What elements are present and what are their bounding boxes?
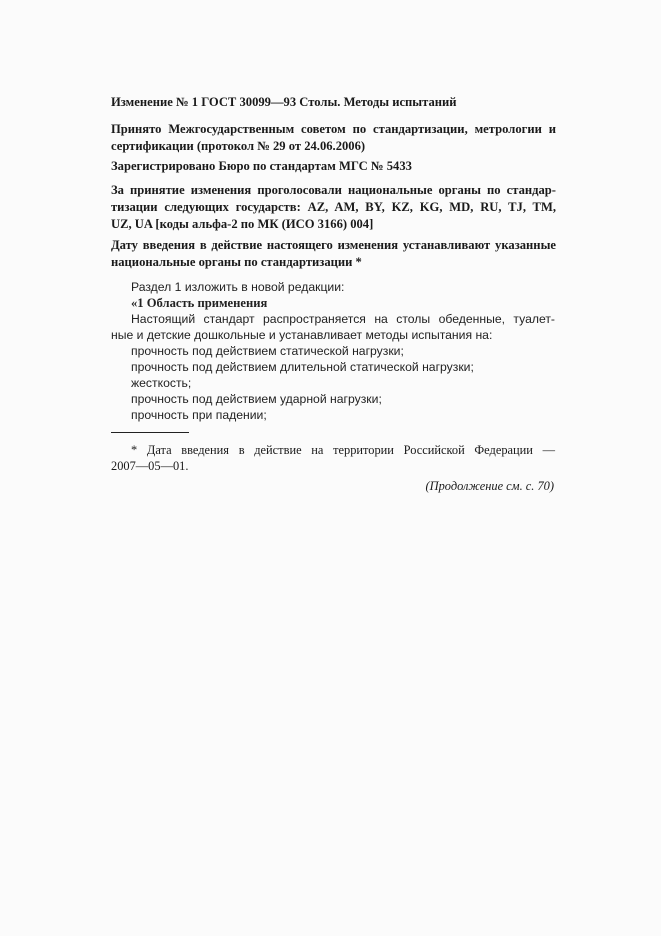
voted-line-3: UZ, UA [коды альфа-2 по МК (ИСО 3166) 004] xyxy=(111,217,374,231)
accepted-line-1: Принято Межгосударственным советом по стандартизации, метрологии и xyxy=(111,122,556,136)
body-line-section: Раздел 1 изложить в новой редакции: xyxy=(131,280,345,294)
footnote-line-1: * Дата введения в действие на территории Российской Федерации — xyxy=(131,443,555,457)
list-item-stiffness: жесткость; xyxy=(131,376,192,390)
change-title xyxy=(111,94,556,111)
accepted-paragraph xyxy=(111,121,556,155)
registered-text: Зарегистрировано Бюро по стандартам МГС № 5433 xyxy=(111,159,412,173)
footnote-separator xyxy=(111,432,189,433)
voted-line-2: тизации следующих государств: AZ, AM, BY, KZ, KG, MD, RU, TJ, TM, xyxy=(111,200,556,214)
list-item-long-static: прочность под действием длительной статической нагрузки; xyxy=(131,360,474,374)
accepted-line-2: сертификации (протокол № 29 от 24.06.2006) xyxy=(111,139,366,153)
voted-line-1: За принятие изменения проголосовали национальные органы по стандар- xyxy=(111,183,556,197)
list-item-impact: прочность под действием ударной нагрузки; xyxy=(131,392,382,406)
voted-paragraph xyxy=(111,182,556,233)
date-intro-line-2: национальные органы по стандартизации * xyxy=(111,255,362,269)
change-title-text: Изменение № 1 ГОСТ 30099—93 Столы. Методы испытаний xyxy=(111,95,457,109)
list-item-static: прочность под действием статической нагрузки; xyxy=(131,344,404,358)
registered-paragraph xyxy=(111,158,556,175)
body-line-scope-1: Настоящий стандарт распространяется на столы обеденные, туалет- xyxy=(131,312,555,326)
list-item-drop: прочность при падении; xyxy=(131,408,267,422)
body-line-scope-2: ные и детские дошкольные и устанавливает методы испытания на: xyxy=(111,328,493,342)
section-heading: «1 Область применения xyxy=(131,296,268,310)
footnote-line-2: 2007—05—01. xyxy=(111,459,189,473)
continuation-note: (Продолжение см. с. 70) xyxy=(425,479,554,493)
date-intro-paragraph xyxy=(111,237,556,271)
date-intro-line-1: Дату введения в действие настоящего изменения устанавливают указанные xyxy=(111,238,556,252)
